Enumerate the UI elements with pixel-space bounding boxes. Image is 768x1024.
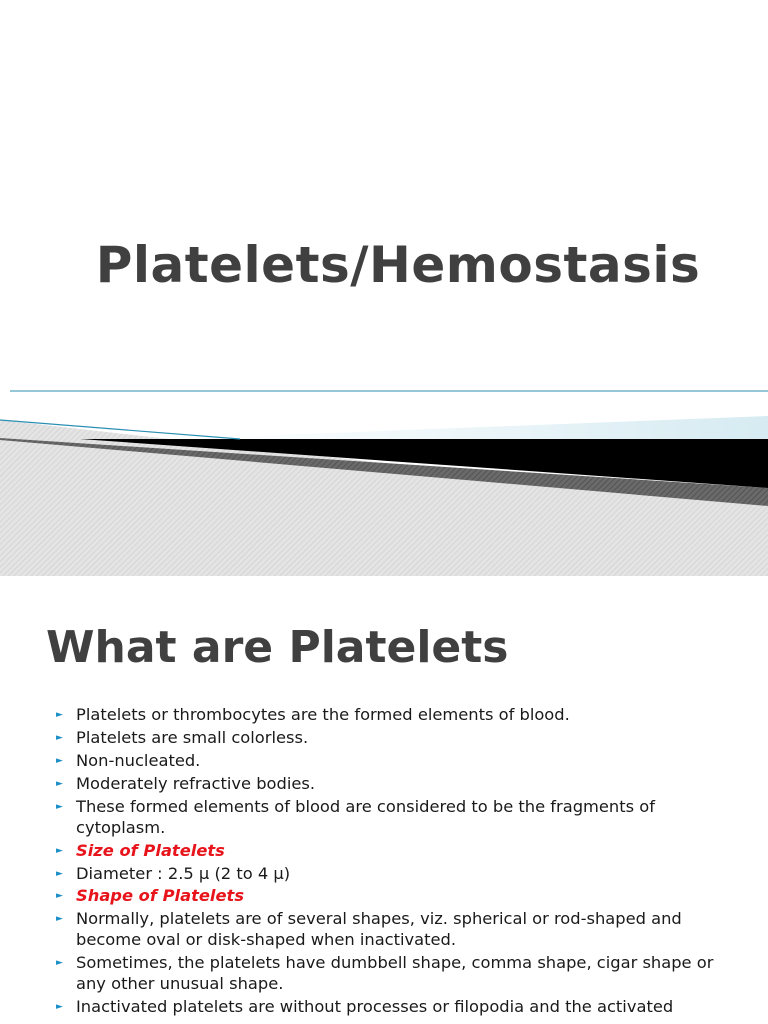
triangle-bullet-icon: ► [56,755,63,766]
triangle-bullet-icon: ► [56,1001,63,1012]
bullet-item: ► Platelets are small colorless. [56,727,309,747]
slide-title: Platelets/Hemostasis [95,236,701,294]
bullet-item: ► Platelets or thrombocytes are the formed elements of blood. [56,705,570,724]
bullet-item: ► Diameter : 2.5 μ (2 to 4 μ) [56,863,291,883]
section-heading-size: ► Size of Platelets [56,840,225,860]
bullet-item: ► Sometimes, the platelets have dumbbell shape, comma shape, cigar shape or any other unusual shape. [56,953,714,993]
triangle-bullet-icon: ► [56,778,63,789]
bullet-item: ► Moderately refractive bodies. [56,773,316,793]
triangle-bullet-icon: ► [56,801,63,812]
triangle-bullet-icon: ► [56,891,63,902]
triangle-bullet-icon: ► [56,732,63,743]
decorative-swoosh-banner [0,380,768,576]
bullet-item: ► These formed elements of blood are considered to be the fragments of cytoplasm. [56,796,655,837]
triangle-bullet-icon: ► [56,710,63,720]
bullet-item: ► Non-nucleated. [56,750,201,770]
triangle-bullet-icon: ► [56,845,63,856]
section-heading-shape: ► Shape of Platelets [56,886,245,906]
content-slide [0,586,768,1024]
bullet-list [56,705,736,1020]
bullet-item: ► Normally, platelets are of several shapes, viz. spherical or rod-shaped and become oval or disk-shaped when inactivated. [56,909,682,950]
triangle-bullet-icon: ► [56,868,63,879]
slide-title: What are Platelets [46,622,509,673]
triangle-bullet-icon: ► [56,914,63,925]
triangle-bullet-icon: ► [56,958,63,969]
bullet-item: ► Inactivated platelets are without processes or filopodia and the activated [56,996,674,1016]
